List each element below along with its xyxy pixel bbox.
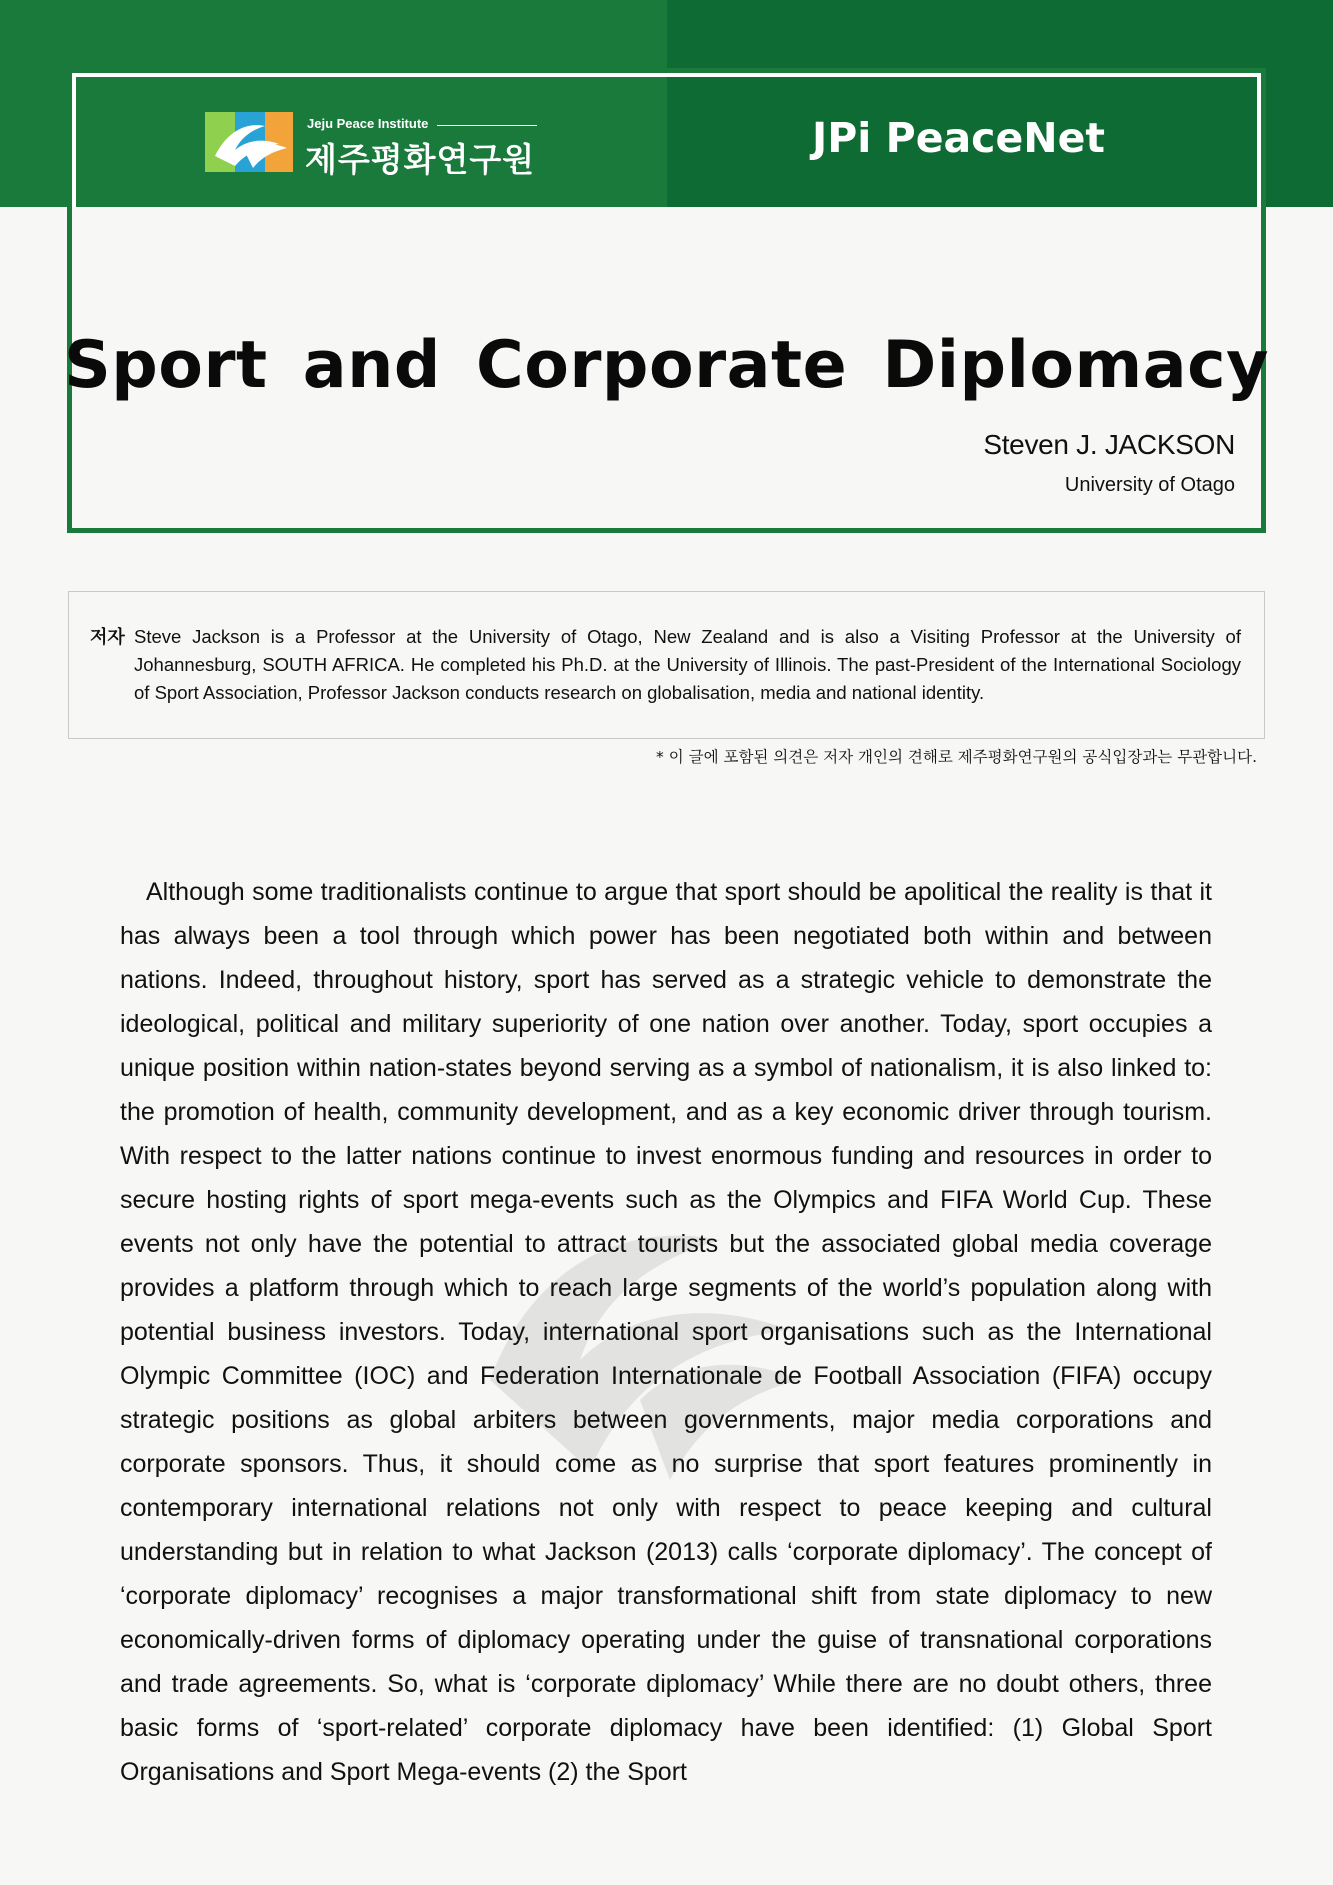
logo-divider bbox=[437, 125, 537, 126]
author-affiliation: University of Otago bbox=[1064, 474, 1235, 496]
article-title: Sport and Corporate Diplomacy bbox=[63, 328, 1270, 403]
disclaimer: * 이 글에 포함된 의견은 저자 개인의 견해로 제주평화연구원의 공식입장과는 무관합니다. bbox=[656, 748, 1257, 766]
peacenet-logo bbox=[812, 114, 1105, 170]
institute-name-en: Jeju Peace Institute bbox=[307, 116, 429, 131]
bio-text: Steve Jackson is a Professor at the University of Otago, New Zealand and is also a Visiting Professor at the University of Johannesburg, SOUTH AFRICA. He completed his Ph.D. at the University of Illinois. The past-President of the International Sociology of Sport Association, Professor Jackson conducts research on globalisation, media and national identity. bbox=[134, 626, 1241, 703]
brand-name: PeaceNet bbox=[885, 114, 1105, 162]
body-paragraph: Although some traditionalists continue to argue that sport should be apolitical the reality is that it has always been a tool through which power has been negotiated both within and between nations. Indeed, throughout history, sport has served as a strategic vehicle to demonstrate the ideological, political and military superiority of one nation over another. Today, sport occupies a unique position within nation-states beyond serving as a symbol of nationalism, it is also linked to: the promotion of health, community development, and as a key economic driver through tourism. With respect to the latter nations continue to invest enormous funding and resources in order to secure hosting rights of sport mega-events such as the Olympics and FIFA World Cup. These events not only have the potential to attract tourists but the associated global media coverage provides a platform through which to reach large segments of the world’s population along with potential business investors. Today, international sport organisations such as the International Olympic Committee (IOC) and Federation Internationale de Football Association (FIFA) occupy strategic positions as global arbiters between governments, major media corporations and corporate sponsors. Thus, it should come as no surprise that sport features prominently in contemporary international relations not only with respect to peace keeping and cultural understanding but in relation to what Jackson (2013) calls ‘corporate diplomacy’. The concept of ‘corporate diplomacy’ recognises a major transformational shift from state diplomacy to new economically-driven forms of diplomacy operating under the guise of transnational corporations and trade agreements. So, what is ‘corporate diplomacy’ While there are no doubt others, three basic forms of ‘sport-related’ corporate diplomacy have been identified: (1) Global Sport Organisations and Sport Mega-events (2) the Sport bbox=[120, 878, 1212, 1786]
bio-label: 저자 bbox=[90, 627, 125, 648]
author-name: Steven J. JACKSON bbox=[983, 429, 1235, 460]
jeju-peace-institute-logo bbox=[205, 108, 545, 179]
dove-logo-icon bbox=[205, 112, 293, 172]
institute-name-kr: 제주평화연구원 bbox=[305, 140, 536, 179]
brand-prefix: JPi bbox=[812, 114, 872, 162]
